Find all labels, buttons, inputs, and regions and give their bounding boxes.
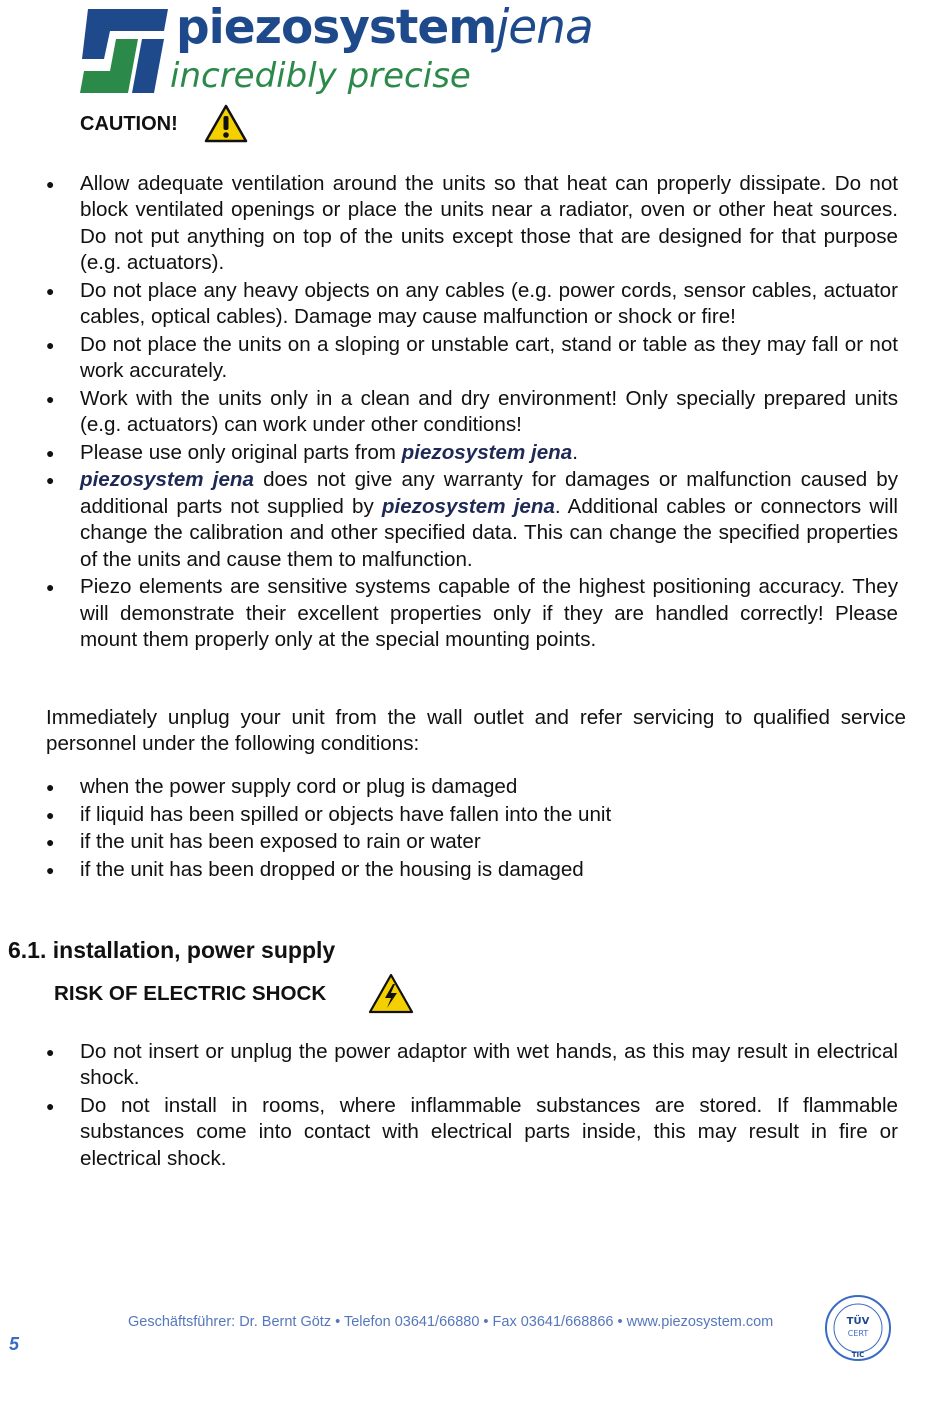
bullet-icon: ● [46,834,55,851]
high-voltage-icon [368,973,414,1015]
bullet-icon: ● [46,390,55,407]
item-text: Do not place any heavy objects on any cables (e.g. power cords, sensor cables, actuator cables, optical cables). Damage may cause malfunction or shock or fire! [80,278,898,329]
bullet-icon: ● [46,472,55,489]
warning-triangle-icon [204,104,248,144]
brand-name: piezosystem jena [401,440,573,464]
condition-item [0,802,898,828]
tuv-cert-seal-icon [824,1294,892,1362]
caution-label: CAUTION! [80,112,178,135]
shock-header [54,972,414,1016]
brand-name: piezosystem jena [381,494,555,518]
shock-item [0,1093,898,1172]
cert-cert-text: CERT [847,1329,869,1338]
bullet-icon: ● [46,861,55,878]
caution-header [80,104,248,144]
item-text: Do not insert or unplug the power adaptor with wet hands, as this may result in electrical shock. [80,1040,898,1090]
section-heading: 6.1. installation, power supply [8,937,336,963]
conditions-list [0,774,950,884]
item-text: Do not install in rooms, where inflammable substances are stored. If flammable substances come into contact with electrical parts inside, this may result in fire or electrical shock. [80,1094,898,1170]
logo-wordmark: piezosystemjena [176,0,593,55]
bullet-icon: ● [46,444,55,461]
caution-item [0,278,898,331]
bullet-icon: ● [46,1098,55,1114]
logo-tagline: incredibly precise [170,56,471,96]
item-text: . Additional cables or connectors will change the calibration and other specified data. This can change the specified properties of the units and cause them to malfunction. [80,494,898,571]
bullet-icon: ● [46,1044,55,1060]
bullet-icon: ● [46,282,55,299]
item-text: Piezo elements are sensitive systems capable of the highest positioning accuracy. They will demonstrate their excellent properties only if they are handled correctly! Please mount them properly only at the special mounting points. [80,575,898,652]
bullet-icon: ● [46,779,55,795]
bullet-icon: ● [46,336,55,353]
company-logo [80,0,672,96]
cert-tuv-text: TÜV [846,1316,870,1327]
item-text: . [572,440,578,464]
condition-item [0,774,898,800]
footer-company-info: Geschäftsführer: Dr. Bernt Götz • Telefon 03641/66880 • Fax 03641/668866 • www.piezosystem.com [128,1314,774,1330]
item-text: if the unit has been dropped or the housing is damaged [80,857,584,881]
item-text: when the power supply cord or plug is damaged [80,775,518,798]
caution-item [0,467,898,573]
page-number: 5 [9,1334,20,1354]
shock-label: RISK OF ELECTRIC SHOCK [54,982,327,1005]
brand-name: piezosystem jena [80,468,254,492]
item-text: Work with the units only in a clean and dry environment! Only specially prepared units (e.g. actuators) can work under other conditions! [80,386,898,437]
bullet-icon: ● [46,176,55,192]
caution-item [0,574,898,653]
shock-list [0,1039,950,1173]
item-text: Allow adequate ventilation around the units so that heat can properly dissipate. Do not block ventilated openings or place the units near a radiator, oven or other heat sources. Do not put anything on top of the units except those that are designed for that purpose (e.g. actuators). [80,172,898,275]
item-text: does not give any warranty for damages or malfunction caused by additional parts not supplied by [80,468,899,518]
caution-item [0,171,898,277]
item-text: Please use only original parts from [80,440,402,464]
condition-item [0,829,898,855]
condition-item [0,857,898,883]
item-text: Do not place the units on a sloping or unstable cart, stand or table as they may fall or not work accurately. [80,332,898,383]
caution-item [0,332,898,385]
caution-item [0,386,898,439]
logo-mark-icon [80,9,168,93]
cert-tic-text: TIC [851,1351,865,1359]
item-text: if the unit has been exposed to rain or water [80,830,481,854]
bullet-icon: ● [46,579,55,596]
caution-item [0,440,898,466]
unplug-paragraph: Immediately unplug your unit from the wall outlet and refer servicing to qualified service personnel under the following conditions: [46,706,906,756]
shock-item [0,1039,898,1092]
bullet-icon: ● [46,806,55,823]
caution-list [0,171,950,655]
item-text: if liquid has been spilled or objects have fallen into the unit [80,802,612,826]
